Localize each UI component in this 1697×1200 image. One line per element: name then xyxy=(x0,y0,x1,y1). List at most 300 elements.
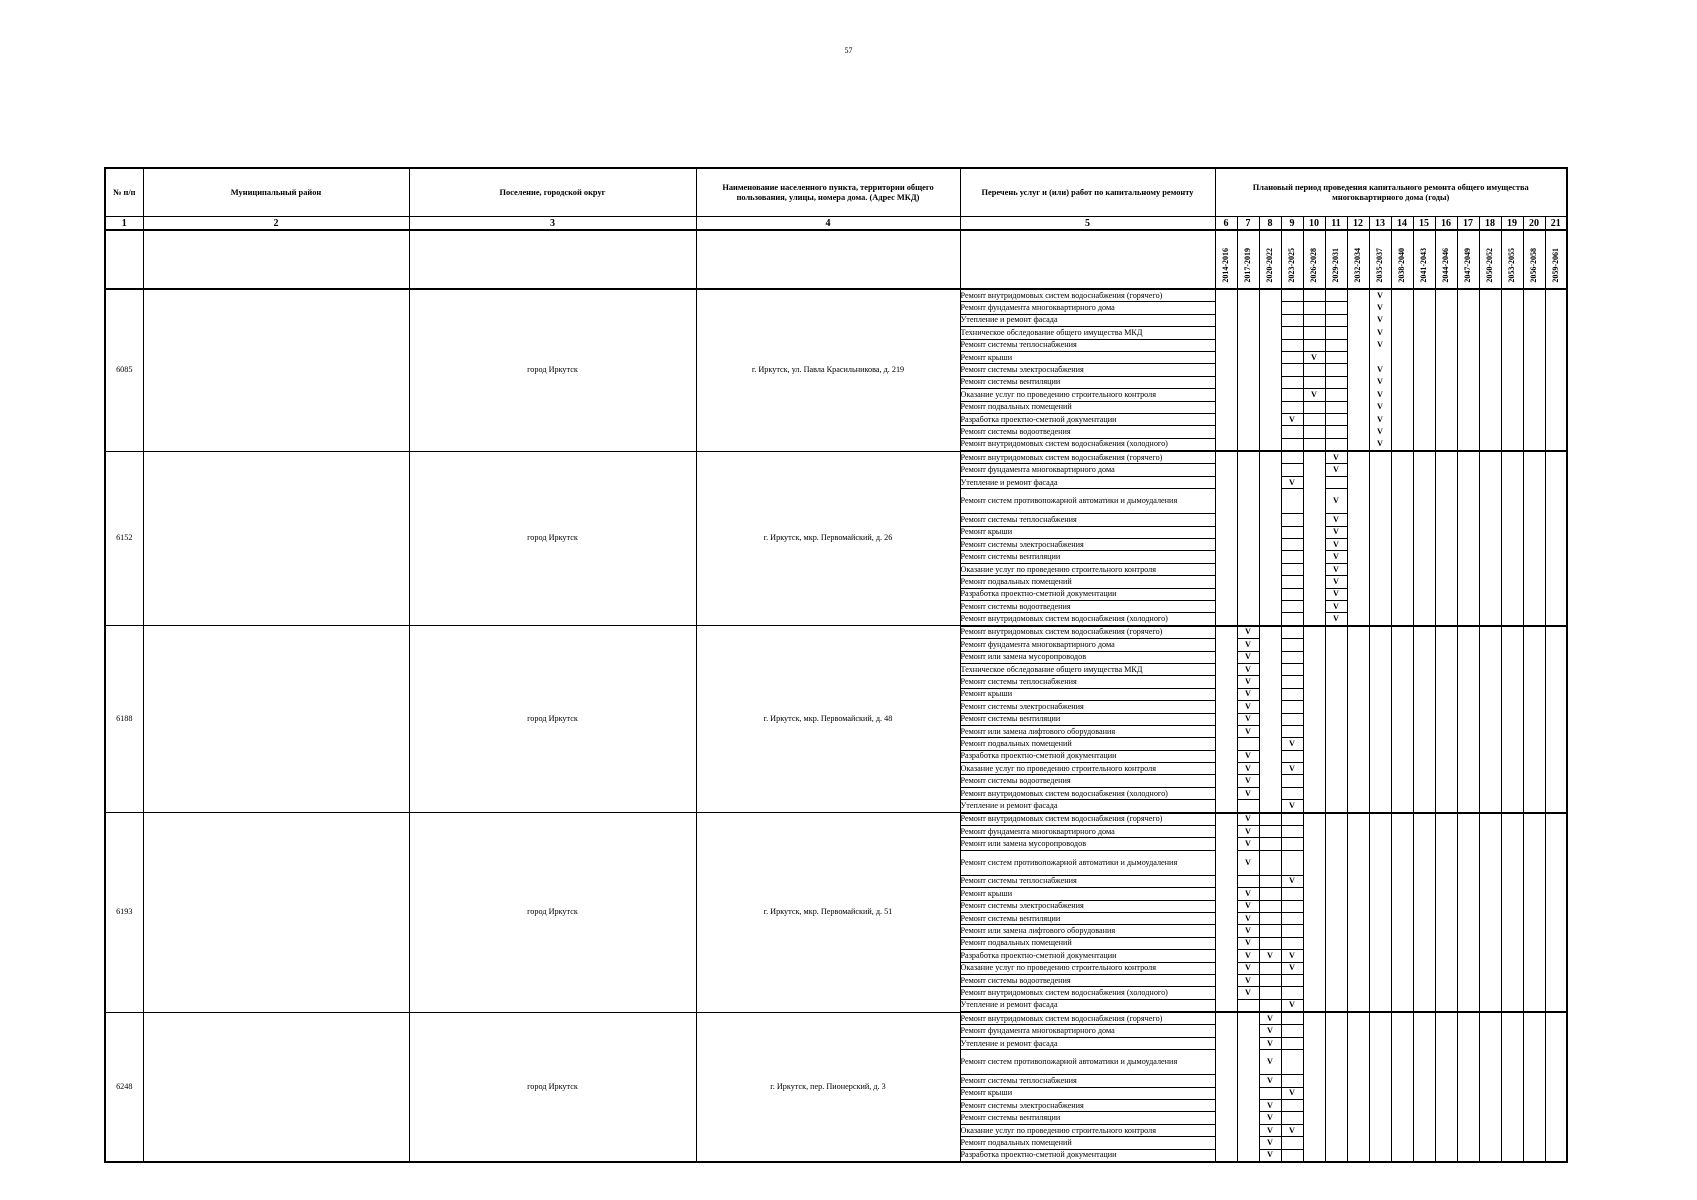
period-cell xyxy=(1523,775,1545,787)
period-cell xyxy=(1237,489,1259,514)
period-cell xyxy=(1237,339,1259,351)
period-cell xyxy=(1523,1087,1545,1099)
period-cell xyxy=(1237,725,1259,737)
period-cell xyxy=(1237,514,1259,526)
period-cell xyxy=(1303,1087,1325,1099)
period-cell xyxy=(1457,713,1479,725)
period-cell xyxy=(1391,962,1413,974)
column-number: 18 xyxy=(1479,217,1501,231)
period-cell xyxy=(1215,639,1237,651)
period-cell xyxy=(1545,639,1567,651)
period-cell xyxy=(1281,987,1303,999)
period-cell xyxy=(1523,327,1545,339)
period-cell xyxy=(1413,413,1435,425)
period-cell xyxy=(1435,962,1457,974)
period-cell xyxy=(1237,974,1259,986)
work-name: Ремонт фундамента многоквартирного дома xyxy=(960,826,1215,838)
work-name: Ремонт внутридомовых систем водоснабжения (горячего) xyxy=(960,626,1215,639)
work-name: Ремонт фундамента многоквартирного дома xyxy=(960,302,1215,314)
period-cell xyxy=(1479,563,1501,575)
period-cell xyxy=(1369,800,1391,813)
period-cell xyxy=(1545,987,1567,999)
header-rayon: Муниципальный район xyxy=(143,168,409,217)
period-cell xyxy=(1413,787,1435,799)
period-cell xyxy=(1501,426,1523,438)
period-cell xyxy=(1435,1037,1457,1049)
work-name: Ремонт системы вентиляции xyxy=(960,376,1215,388)
period-cell xyxy=(1435,389,1457,401)
period-cell xyxy=(1259,813,1281,826)
period-cell xyxy=(1501,376,1523,388)
period-cell xyxy=(1347,514,1369,526)
period-cell xyxy=(1237,962,1259,974)
period-cell xyxy=(1545,1124,1567,1136)
period-cell xyxy=(1523,464,1545,476)
check-mark: V xyxy=(1245,627,1251,637)
period-cell xyxy=(1457,725,1479,737)
period-cell xyxy=(1479,339,1501,351)
period-cell xyxy=(1435,451,1457,464)
period-cell xyxy=(1259,1100,1281,1112)
period-cell xyxy=(1325,974,1347,986)
period-cell xyxy=(1501,613,1523,626)
period-cell xyxy=(1435,413,1457,425)
period-cell xyxy=(1237,413,1259,425)
work-name: Оказание услуг по проведению строительного контроля xyxy=(960,563,1215,575)
period-cell xyxy=(1435,289,1457,302)
period-cell xyxy=(1347,999,1369,1012)
period-cell xyxy=(1413,1087,1435,1099)
check-mark: V xyxy=(1245,776,1251,786)
period-cell xyxy=(1501,925,1523,937)
check-mark: V xyxy=(1267,1057,1273,1067)
period-cell xyxy=(1259,464,1281,476)
period-cell xyxy=(1237,289,1259,302)
period-cell xyxy=(1435,950,1457,962)
period-cell xyxy=(1391,489,1413,514)
period-cell xyxy=(1281,1037,1303,1049)
period-cell xyxy=(1215,925,1237,937)
period-cell xyxy=(1325,327,1347,339)
period-cell xyxy=(1259,999,1281,1012)
period-cell xyxy=(1413,701,1435,713)
work-name: Ремонт внутридомовых систем водоснабжения (холодного) xyxy=(960,438,1215,451)
work-name: Разработка проектно-сметной документации xyxy=(960,750,1215,762)
period-cell xyxy=(1435,701,1457,713)
period-cell xyxy=(1215,302,1237,314)
period-cell xyxy=(1325,937,1347,949)
period-cell xyxy=(1215,1087,1237,1099)
period-cell xyxy=(1281,389,1303,401)
period-cell xyxy=(1479,526,1501,538)
period-cell xyxy=(1545,413,1567,425)
period-cell xyxy=(1369,826,1391,838)
column-number: 10 xyxy=(1303,217,1325,231)
period-cell xyxy=(1479,775,1501,787)
check-mark: V xyxy=(1377,303,1383,313)
period-cell xyxy=(1501,813,1523,826)
period-label: 2029-2031 xyxy=(1331,248,1340,283)
period-cell xyxy=(1545,588,1567,600)
period-label: 2056-2058 xyxy=(1529,248,1538,283)
period-cell xyxy=(1479,738,1501,750)
period-cell xyxy=(1501,1112,1523,1124)
work-name: Ремонт крыши xyxy=(960,526,1215,538)
period-cell xyxy=(1281,339,1303,351)
period-cell xyxy=(1545,875,1567,887)
period-cell xyxy=(1259,850,1281,875)
period-cell xyxy=(1237,950,1259,962)
period-cell xyxy=(1391,1149,1413,1162)
period-cell xyxy=(1391,1075,1413,1087)
period-cell xyxy=(1413,302,1435,314)
period-cell xyxy=(1237,663,1259,675)
period-cell xyxy=(1479,888,1501,900)
period-header xyxy=(1303,230,1325,289)
period-cell xyxy=(1501,451,1523,464)
period-cell xyxy=(1413,1050,1435,1075)
period-cell xyxy=(1413,314,1435,326)
period-cell xyxy=(1347,888,1369,900)
period-cell xyxy=(1435,401,1457,413)
period-cell xyxy=(1501,651,1523,663)
period-cell xyxy=(1259,1149,1281,1162)
period-cell xyxy=(1413,426,1435,438)
period-cell xyxy=(1435,364,1457,376)
check-mark: V xyxy=(1377,365,1383,375)
period-cell xyxy=(1413,987,1435,999)
period-cell xyxy=(1347,639,1369,651)
period-cell xyxy=(1501,551,1523,563)
period-cell xyxy=(1237,302,1259,314)
period-cell xyxy=(1457,800,1479,813)
work-name: Ремонт или замена мусоропроводов xyxy=(960,651,1215,663)
work-name: Ремонт фундамента многоквартирного дома xyxy=(960,464,1215,476)
period-cell xyxy=(1501,1100,1523,1112)
period-cell xyxy=(1237,576,1259,588)
period-cell xyxy=(1237,588,1259,600)
period-cell xyxy=(1435,775,1457,787)
period-cell xyxy=(1281,912,1303,924)
period-cell xyxy=(1479,713,1501,725)
work-name: Ремонт системы вентиляции xyxy=(960,551,1215,563)
period-cell xyxy=(1215,838,1237,850)
period-cell xyxy=(1303,551,1325,563)
period-cell xyxy=(1215,626,1237,639)
period-cell xyxy=(1303,413,1325,425)
period-cell xyxy=(1545,999,1567,1012)
period-header xyxy=(1325,230,1347,289)
period-cell xyxy=(1347,750,1369,762)
period-cell xyxy=(1523,302,1545,314)
work-name: Ремонт крыши xyxy=(960,351,1215,363)
check-mark: V xyxy=(1289,414,1295,424)
period-cell xyxy=(1215,1149,1237,1162)
period-cell xyxy=(1259,925,1281,937)
period-cell xyxy=(1501,676,1523,688)
period-cell xyxy=(1545,688,1567,700)
period-cell xyxy=(1545,950,1567,962)
period-cell xyxy=(1281,838,1303,850)
period-cell xyxy=(1545,551,1567,563)
period-header xyxy=(1501,230,1523,289)
period-label: 2035-2037 xyxy=(1375,248,1384,283)
period-header xyxy=(1281,230,1303,289)
check-mark: V xyxy=(1245,857,1251,867)
check-mark: V xyxy=(1245,788,1251,798)
house-number: 6248 xyxy=(105,1012,143,1162)
period-cell xyxy=(1237,1100,1259,1112)
period-cell xyxy=(1303,351,1325,363)
period-cell xyxy=(1215,438,1237,451)
period-cell xyxy=(1501,351,1523,363)
period-cell xyxy=(1457,775,1479,787)
period-cell xyxy=(1501,438,1523,451)
period-cell xyxy=(1391,701,1413,713)
period-cell xyxy=(1325,912,1347,924)
period-cell xyxy=(1237,327,1259,339)
period-cell xyxy=(1369,987,1391,999)
period-cell xyxy=(1369,376,1391,388)
period-cell xyxy=(1347,1137,1369,1149)
period-cell xyxy=(1347,1124,1369,1136)
period-cell xyxy=(1413,489,1435,514)
period-cell xyxy=(1435,1087,1457,1099)
period-cell xyxy=(1325,600,1347,612)
period-cell xyxy=(1523,526,1545,538)
period-cell xyxy=(1369,339,1391,351)
period-cell xyxy=(1435,314,1457,326)
period-cell xyxy=(1391,1012,1413,1025)
period-cell xyxy=(1369,900,1391,912)
period-cell xyxy=(1347,302,1369,314)
period-cell xyxy=(1523,364,1545,376)
check-mark: V xyxy=(1333,564,1339,574)
period-cell xyxy=(1523,950,1545,962)
period-cell xyxy=(1347,800,1369,813)
period-cell xyxy=(1237,937,1259,949)
period-cell xyxy=(1479,725,1501,737)
period-cell xyxy=(1501,539,1523,551)
period-cell xyxy=(1215,987,1237,999)
period-cell xyxy=(1435,626,1457,639)
period-cell xyxy=(1457,838,1479,850)
period-cell xyxy=(1413,1100,1435,1112)
period-cell xyxy=(1303,302,1325,314)
period-cell xyxy=(1479,600,1501,612)
period-cell xyxy=(1523,813,1545,826)
period-cell xyxy=(1457,1137,1479,1149)
period-cell xyxy=(1413,962,1435,974)
period-cell xyxy=(1391,639,1413,651)
period-cell xyxy=(1457,327,1479,339)
column-number: 14 xyxy=(1391,217,1413,231)
check-mark: V xyxy=(1267,1026,1273,1036)
period-cell xyxy=(1523,613,1545,626)
period-cell xyxy=(1457,987,1479,999)
period-cell xyxy=(1457,563,1479,575)
settlement-name: город Иркутск xyxy=(409,1012,696,1162)
period-cell xyxy=(1413,688,1435,700)
check-mark: V xyxy=(1245,639,1251,649)
period-cell xyxy=(1259,688,1281,700)
period-cell xyxy=(1281,364,1303,376)
period-cell xyxy=(1215,389,1237,401)
period-cell xyxy=(1391,651,1413,663)
period-cell xyxy=(1281,1012,1303,1025)
period-cell xyxy=(1435,1137,1457,1149)
period-cell xyxy=(1479,489,1501,514)
check-mark: V xyxy=(1245,926,1251,936)
period-cell xyxy=(1303,289,1325,302)
period-cell xyxy=(1369,314,1391,326)
period-cell xyxy=(1479,514,1501,526)
header-settlement: Поселение, городской округ xyxy=(409,168,696,217)
period-cell xyxy=(1501,1050,1523,1075)
period-cell xyxy=(1523,676,1545,688)
period-cell xyxy=(1281,813,1303,826)
period-cell xyxy=(1369,613,1391,626)
period-cell xyxy=(1303,539,1325,551)
check-mark: V xyxy=(1377,402,1383,412)
period-cell xyxy=(1391,738,1413,750)
period-cell xyxy=(1215,413,1237,425)
period-cell xyxy=(1545,1087,1567,1099)
period-cell xyxy=(1391,900,1413,912)
period-cell xyxy=(1413,451,1435,464)
period-cell xyxy=(1259,476,1281,488)
period-cell xyxy=(1435,476,1457,488)
period-cell xyxy=(1347,551,1369,563)
period-cell xyxy=(1457,639,1479,651)
period-spacer xyxy=(105,230,143,289)
period-cell xyxy=(1237,676,1259,688)
period-cell xyxy=(1435,1050,1457,1075)
period-cell xyxy=(1545,576,1567,588)
period-cell xyxy=(1391,1124,1413,1136)
period-cell xyxy=(1501,725,1523,737)
period-cell xyxy=(1369,1050,1391,1075)
work-name: Оказание услуг по проведению строительного контроля xyxy=(960,962,1215,974)
period-cell xyxy=(1325,526,1347,538)
period-cell xyxy=(1457,289,1479,302)
period-spacer xyxy=(409,230,696,289)
period-cell xyxy=(1215,813,1237,826)
period-cell xyxy=(1523,1112,1545,1124)
period-cell xyxy=(1237,1037,1259,1049)
period-cell xyxy=(1523,476,1545,488)
period-cell xyxy=(1545,613,1567,626)
period-cell xyxy=(1347,763,1369,775)
period-cell xyxy=(1281,576,1303,588)
period-cell xyxy=(1391,950,1413,962)
period-cell xyxy=(1369,676,1391,688)
period-cell xyxy=(1435,888,1457,900)
period-cell xyxy=(1391,763,1413,775)
period-cell xyxy=(1435,588,1457,600)
period-cell xyxy=(1523,987,1545,999)
period-cell xyxy=(1281,1075,1303,1087)
period-cell xyxy=(1545,539,1567,551)
period-cell xyxy=(1303,1037,1325,1049)
period-cell xyxy=(1479,750,1501,762)
period-cell xyxy=(1413,1137,1435,1149)
period-cell xyxy=(1215,850,1237,875)
period-cell xyxy=(1259,1075,1281,1087)
period-cell xyxy=(1281,850,1303,875)
period-cell xyxy=(1457,950,1479,962)
period-cell xyxy=(1281,289,1303,302)
period-header xyxy=(1479,230,1501,289)
period-cell xyxy=(1457,888,1479,900)
period-cell xyxy=(1281,738,1303,750)
period-cell xyxy=(1303,999,1325,1012)
check-mark: V xyxy=(1267,950,1273,960)
period-cell xyxy=(1501,738,1523,750)
period-cell xyxy=(1303,663,1325,675)
period-cell xyxy=(1347,426,1369,438)
period-cell xyxy=(1347,663,1369,675)
period-cell xyxy=(1281,663,1303,675)
check-mark: V xyxy=(1245,814,1251,824)
period-cell xyxy=(1215,1100,1237,1112)
period-cell xyxy=(1479,302,1501,314)
check-mark: V xyxy=(1267,1075,1273,1085)
period-cell xyxy=(1523,713,1545,725)
period-cell xyxy=(1369,413,1391,425)
period-cell xyxy=(1545,900,1567,912)
period-cell xyxy=(1215,1124,1237,1136)
period-cell xyxy=(1325,787,1347,799)
work-name: Разработка проектно-сметной документации xyxy=(960,1149,1215,1162)
column-number: 21 xyxy=(1545,217,1567,231)
period-cell xyxy=(1259,426,1281,438)
period-cell xyxy=(1347,576,1369,588)
period-cell xyxy=(1215,750,1237,762)
column-number: 5 xyxy=(960,217,1215,231)
period-cell xyxy=(1347,738,1369,750)
check-mark: V xyxy=(1333,527,1339,537)
period-cell xyxy=(1501,974,1523,986)
period-label: 2023-2025 xyxy=(1287,248,1296,283)
period-cell xyxy=(1435,464,1457,476)
check-mark: V xyxy=(1245,913,1251,923)
period-cell xyxy=(1435,925,1457,937)
period-cell xyxy=(1435,1012,1457,1025)
period-cell xyxy=(1215,551,1237,563)
period-cell xyxy=(1215,1137,1237,1149)
period-cell xyxy=(1435,1100,1457,1112)
period-cell xyxy=(1259,912,1281,924)
period-cell xyxy=(1545,826,1567,838)
period-cell xyxy=(1325,1149,1347,1162)
period-cell xyxy=(1281,327,1303,339)
period-cell xyxy=(1259,626,1281,639)
period-cell xyxy=(1457,351,1479,363)
period-cell xyxy=(1325,364,1347,376)
period-cell xyxy=(1501,364,1523,376)
period-cell xyxy=(1457,302,1479,314)
period-label: 2047-2049 xyxy=(1463,248,1472,283)
period-cell xyxy=(1501,526,1523,538)
period-cell xyxy=(1325,563,1347,575)
period-cell xyxy=(1545,1037,1567,1049)
period-cell xyxy=(1215,539,1237,551)
period-cell xyxy=(1369,750,1391,762)
column-number: 19 xyxy=(1501,217,1523,231)
period-cell xyxy=(1501,639,1523,651)
period-cell xyxy=(1303,464,1325,476)
